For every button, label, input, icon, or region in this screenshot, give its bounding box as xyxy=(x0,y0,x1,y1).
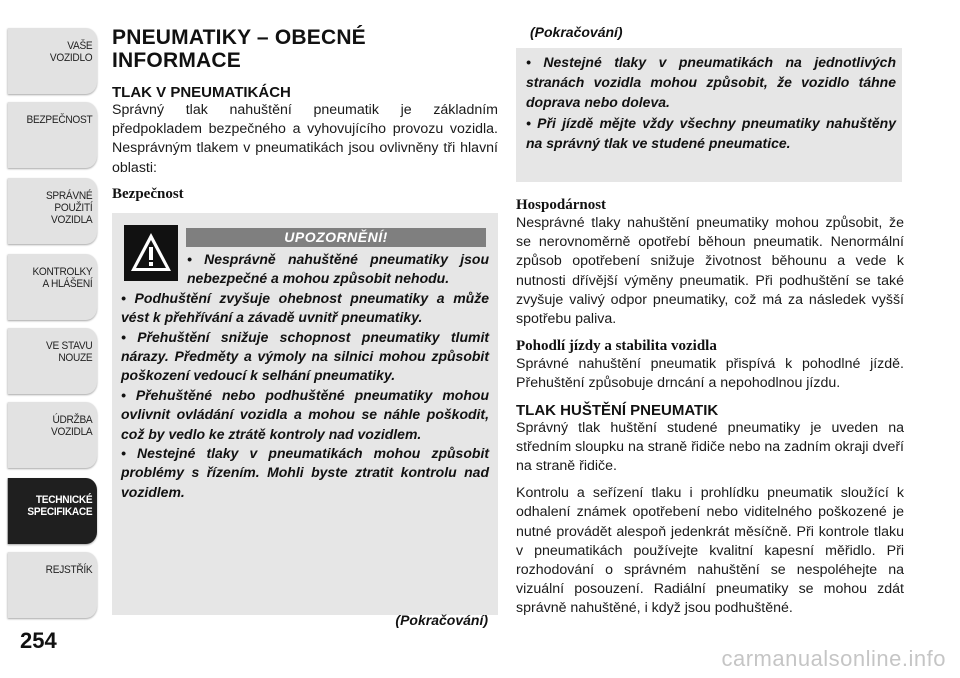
inflation-paragraph-1: Správný tlak huštění studené pneumatiky je uveden na středním sloupku na straně řidiče nebo na zadním okraji dveří na straně řidiče. xyxy=(516,419,904,475)
economy-heading: Hospodárnost xyxy=(516,197,607,213)
tab-ve-stavu-nouze[interactable]: VE STAVU NOUZE xyxy=(8,328,97,394)
warning-item: • Nesprávně nahuštěné pneumatiky jsou nebezpečné a mohou způsobit nehodu. xyxy=(187,251,489,287)
warning-title: UPOZORNĚNÍ! xyxy=(186,228,486,247)
warning-item: • Nestejné tlaky v pneumatikách na jednotlivých stranách vozidla mohou způsobit, že vozidlo táhne doprava nebo doleva. xyxy=(526,54,896,111)
warning-item: • Přehuštěné nebo podhuštěné pneumatiky mohou ovlivnit ovládání vozidla a mohou se náhle poškodit, což by vedlo ke ztrátě kontroly nad vozidlem. xyxy=(121,386,489,442)
watermark: carmanualsonline.info xyxy=(721,646,946,671)
warning-item: • Podhuštění zvyšuje ohebnost pneumatiky a může vést k přehřívání a závadě uvnitř pneumatiky. xyxy=(121,289,489,326)
page-title-line2: INFORMACE xyxy=(112,49,241,72)
tab-rejstrik[interactable]: REJSTŘÍK xyxy=(8,552,97,618)
tab-vase-vozidlo[interactable]: VAŠE VOZIDLO xyxy=(8,28,97,94)
comfort-paragraph: Správné nahuštění pneumatik přispívá k pohodlné jízdě. Přehuštění způsobuje drncání a nepohodlnou jízdu. xyxy=(516,356,904,392)
warning-text xyxy=(121,250,489,502)
continued-label-bottom: (Pokračování) xyxy=(395,612,488,628)
page-title-line1: PNEUMATIKY – OBECNÉ xyxy=(112,26,366,49)
inflation-heading: TLAK HUŠTĚNÍ PNEUMATIK xyxy=(516,401,719,419)
tab-bezpecnost[interactable]: BEZPEČNOST xyxy=(8,102,97,168)
warning-item: • Přehuštění snižuje schopnost pneumatiky tlumit nárazy. Předměty a výmoly na silnici mohou způsobit poškození vedoucí k selhání pneumatiky. xyxy=(121,328,489,384)
tab-technicke-specifikace[interactable]: TECHNICKÉ SPECIFIKACE xyxy=(8,478,97,544)
tab-spravne-pouziti-vozidla[interactable]: SPRÁVNÉ POUŽITÍ VOZIDLA xyxy=(8,178,97,244)
tab-kontrolky-a-hlaseni[interactable]: KONTROLKY A HLÁŠENÍ xyxy=(8,254,97,320)
right-column xyxy=(516,196,904,619)
page-number: 254 xyxy=(20,628,57,653)
continued-label-top: (Pokračování) xyxy=(530,24,623,40)
inflation-paragraph-2: Kontrolu a seřízení tlaku i prohlídku pneumatik sloužící k odhalení známek opotřebení nebo viditelného poškozené je nutné provádět alespoň jedenkrát měsíčně. Při kontrole tlaku v pneumatikách používejte kvalitní kapesní měřidlo. Při rozhodování o správném nahuštění se nespoléhejte na vizuální posouzení. Radiální pneumatiky se mohou zdát správně nahuštěné, i když jsou podhuštěné. xyxy=(516,485,904,617)
economy-paragraph: Nesprávné tlaky nahuštění pneumatiky mohou způsobit, že se nerovnoměrně opotřebí běhoun pneumatik. Nenormální způsob opotřebení snižuje životnost běhounu a vede k nutnosti dřívější výměny pneumatik. Při podhuštění se také zvyšuje valivý odpor pneumatiky, což má za následek vyšší spotřebu paliva. xyxy=(516,215,904,328)
intro-paragraph: Správný tlak nahuštění pneumatik je základním předpokladem bezpečného a vyhovujícího provozu vozidla. Nesprávným tlakem v pneumatikách jsou ovlivněny tři hlavní oblasti: xyxy=(112,102,498,176)
continued-warning-text xyxy=(526,52,896,153)
tab-udrzba-vozidla[interactable]: ÚDRŽBA VOZIDLA xyxy=(8,402,97,468)
warning-item: • Při jízdě mějte vždy všechny pneumatiky nahuštěny na správný tlak ve studené pneumatice. xyxy=(526,114,896,151)
safety-heading: Bezpečnost xyxy=(112,185,184,202)
left-column xyxy=(112,26,498,203)
comfort-heading: Pohodlí jízdy a stabilita vozidla xyxy=(516,338,717,355)
section-heading-tire-pressure: TLAK V PNEUMATIKÁCH xyxy=(112,84,291,101)
warning-item: • Nestejné tlaky v pneumatikách mohou způsobit problémy s řízením. Mohli byste ztratit kontrolu nad vozidlem. xyxy=(121,445,489,500)
